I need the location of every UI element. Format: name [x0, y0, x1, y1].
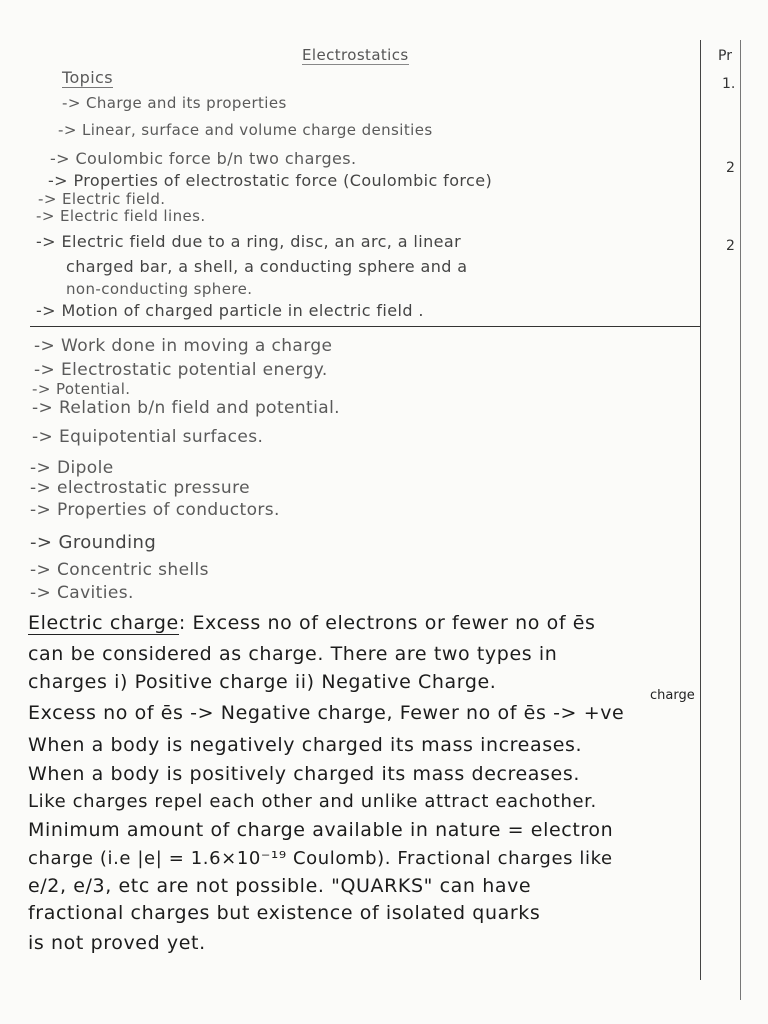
- notes-line: Excess no of ēs -> Negative charge, Fewer no of ēs -> +ve: [28, 702, 625, 724]
- topic-item: -> Charge and its properties: [62, 94, 287, 112]
- page-title: Electrostatics: [302, 46, 409, 64]
- topic-item: -> Work done in moving a charge: [34, 336, 333, 356]
- notes-line: charge (i.e |e| = 1.6×10⁻¹⁹ Coulomb). Fractional charges like: [28, 848, 613, 869]
- charge-superscript: charge: [650, 688, 695, 703]
- topic-item: -> Properties of conductors.: [30, 500, 280, 520]
- margin-mark: 2: [726, 160, 735, 176]
- notes-line: When a body is positively charged its mass decreases.: [28, 763, 580, 785]
- notes-line: is not proved yet.: [28, 932, 206, 954]
- topic-item: -> Dipole: [30, 458, 114, 478]
- margin-mark: 1.: [722, 76, 736, 92]
- notes-first-line: [28, 612, 596, 634]
- topic-item: -> Motion of charged particle in electric field .: [36, 301, 424, 320]
- margin-heading: Pr: [718, 48, 732, 64]
- topic-item: -> electrostatic pressure: [30, 478, 250, 498]
- margin-rule: [700, 40, 701, 980]
- topic-item: -> Relation b/n field and potential.: [32, 398, 340, 418]
- right-page-edge: [740, 40, 741, 1000]
- topic-item: -> Electric field lines.: [36, 207, 206, 225]
- topics-heading: Topics: [62, 68, 113, 87]
- topic-item: -> Electrostatic potential energy.: [34, 360, 328, 380]
- topic-item: -> Electric field.: [38, 190, 166, 208]
- topic-item: -> Coulombic force b/n two charges.: [50, 149, 357, 168]
- margin-mark: 2: [726, 238, 735, 254]
- topic-item: -> Concentric shells: [30, 560, 209, 580]
- section-divider: [30, 326, 700, 327]
- notes-line: fractional charges but existence of isolated quarks: [28, 902, 541, 924]
- topic-item: charged bar, a shell, a conducting sphere and a: [66, 257, 468, 276]
- topic-item: -> Potential.: [32, 380, 131, 398]
- topic-item: -> Linear, surface and volume charge densities: [58, 121, 433, 139]
- notes-line: can be considered as charge. There are two types in: [28, 643, 558, 665]
- topic-item: -> Equipotential surfaces.: [32, 427, 264, 447]
- topic-item: non-conducting sphere.: [66, 280, 253, 298]
- topic-item: -> Electric field due to a ring, disc, an arc, a linear: [36, 232, 462, 251]
- notes-line: charges i) Positive charge ii) Negative Charge.: [28, 671, 497, 693]
- topic-item: -> Grounding: [30, 532, 157, 553]
- notes-heading: Electric charge: [28, 612, 179, 634]
- notes-line: e/2, e/3, etc are not possible. "QUARKS" can have: [28, 875, 532, 897]
- topic-item: -> Properties of electrostatic force (Coulombic force): [48, 171, 493, 190]
- notes-line: : Excess no of electrons or fewer no of ēs: [178, 612, 596, 634]
- notes-line: When a body is negatively charged its mass increases.: [28, 734, 583, 756]
- notes-line: Like charges repel each other and unlike attract eachother.: [28, 791, 597, 812]
- topic-item: -> Cavities.: [30, 583, 134, 603]
- notes-line: Minimum amount of charge available in nature = electron: [28, 819, 614, 841]
